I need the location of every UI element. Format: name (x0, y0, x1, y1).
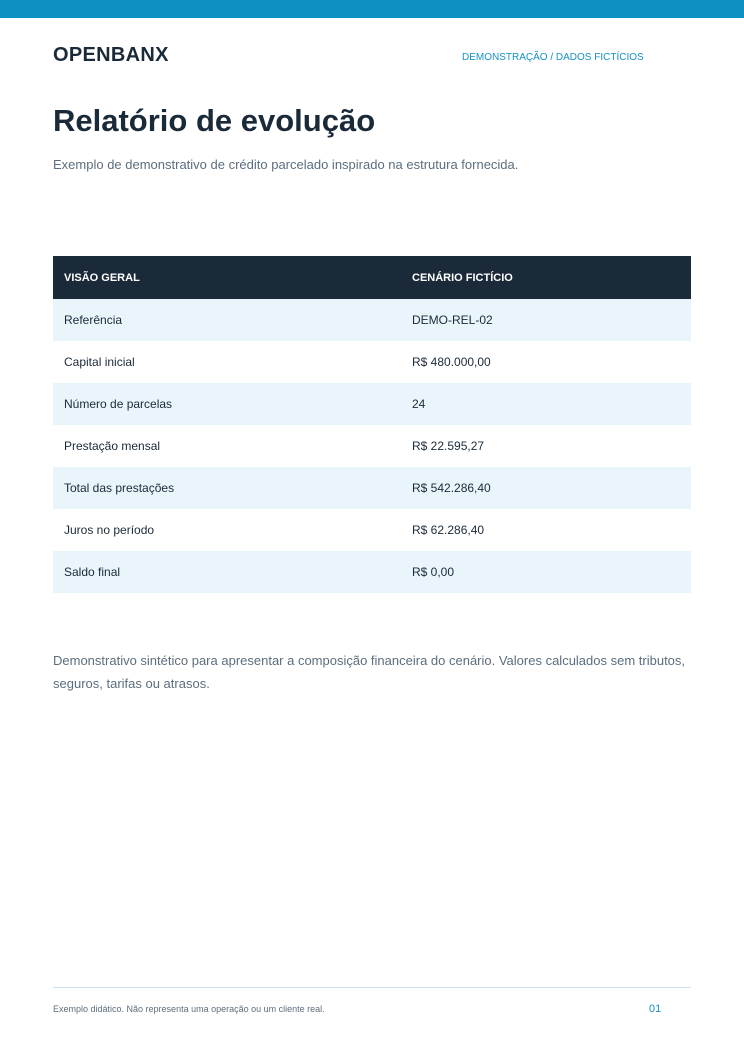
footer-disclaimer: Exemplo didático. Não representa uma operação ou um cliente real. (53, 1004, 325, 1014)
row-value: R$ 22.595,27 (412, 439, 485, 453)
summary-table (53, 256, 691, 593)
column-header-scenario: CENÁRIO FICTÍCIO (401, 256, 691, 299)
table-row (53, 383, 691, 425)
row-label: Referência (53, 299, 401, 341)
table-row (53, 299, 691, 341)
row-value: R$ 0,00 (401, 551, 691, 593)
summary-note: Demonstrativo sintético para apresentar a composição financeira do cenário. Valores calculados sem tributos, seguros, tarifas ou atrasos. (53, 653, 686, 691)
row-value: R$ 480.000,00 (412, 355, 491, 369)
row-value: 24 (401, 383, 691, 425)
footer-divider (53, 987, 691, 988)
table-row (53, 341, 691, 383)
row-label: Capital inicial (64, 355, 135, 369)
table-row (53, 551, 691, 593)
table-row (53, 509, 691, 551)
row-label: Prestação mensal (64, 439, 161, 453)
brand-logo: OPENBANX (53, 44, 169, 66)
column-header-overview: VISÃO GERAL (53, 256, 401, 299)
row-value: R$ 62.286,40 (412, 523, 485, 537)
page-title: Relatório de evolução (53, 103, 376, 138)
top-accent-bar (0, 0, 744, 18)
row-label: Número de parcelas (53, 383, 401, 425)
page-number: 01 (649, 1003, 662, 1015)
row-label: Juros no período (64, 523, 155, 537)
demo-tag: DEMONSTRAÇÃO / DADOS FICTÍCIOS (462, 52, 644, 63)
row-label: Saldo final (53, 551, 401, 593)
row-value: R$ 542.286,40 (401, 467, 691, 509)
page-subtitle: Exemplo de demonstrativo de crédito parcelado inspirado na estrutura fornecida. (53, 157, 519, 172)
table-header-row (53, 256, 691, 299)
table-row (53, 425, 691, 467)
table-row (53, 467, 691, 509)
row-value: DEMO-REL-02 (401, 299, 691, 341)
row-label: Total das prestações (53, 467, 401, 509)
